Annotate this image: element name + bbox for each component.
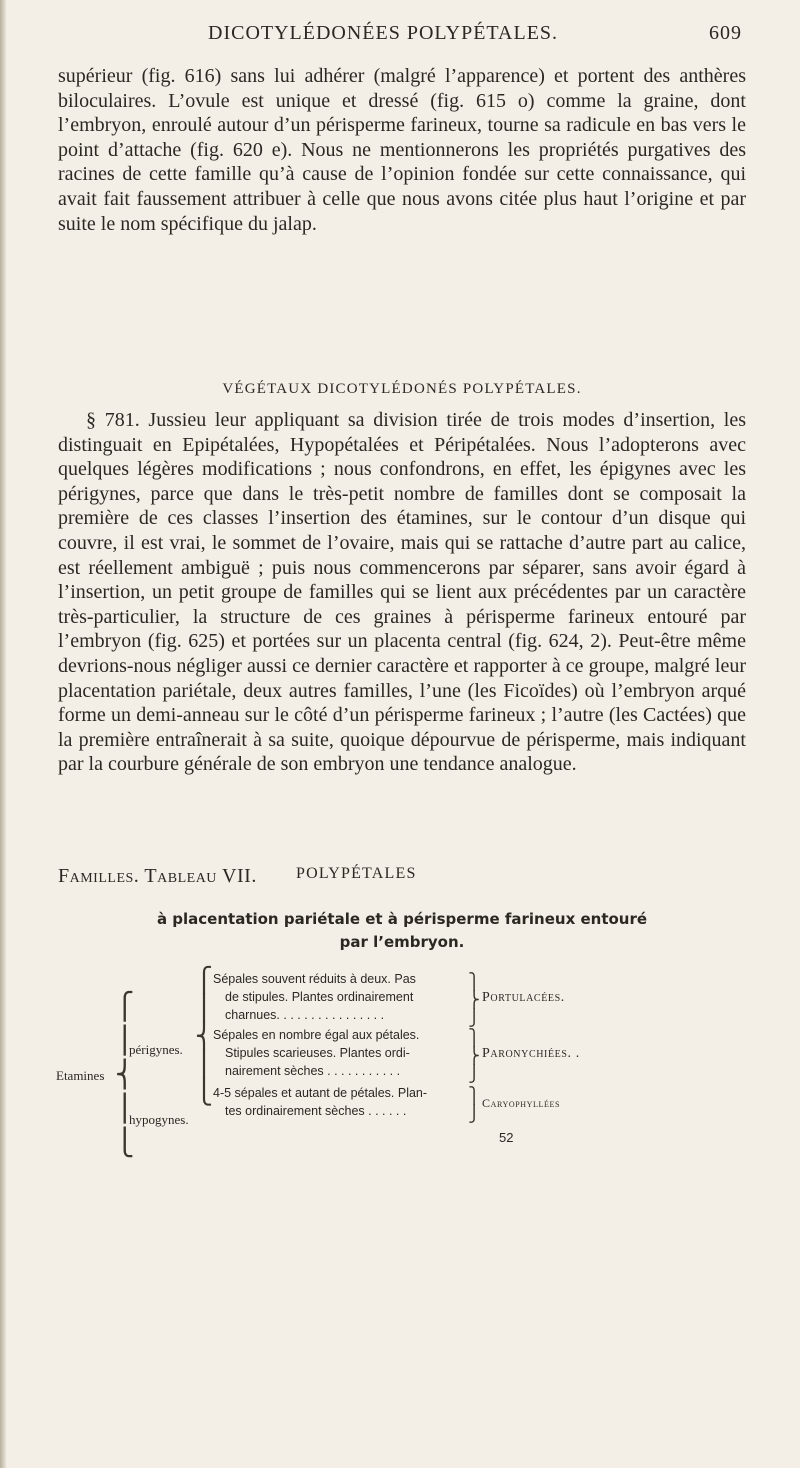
section-title: VÉGÉTAUX DICOTYLÉDONÉS POLYPÉTALES. [222,381,582,397]
row2-line3: nairement sèches . . . . . . . . . . . [225,1064,401,1078]
row1-line2: de stipules. Plantes ordinairement [225,990,414,1004]
running-header [58,14,746,48]
family-caryophyllees: Caryophyllées [482,1096,561,1110]
table-subtitle-line2: par l’embryon. [339,933,465,951]
running-title: DICOTYLÉDONÉES POLYPÉTALES. [208,22,559,44]
root-label: Etamines [56,1068,105,1083]
group-perigynes-label: périgynes. [129,1042,183,1057]
row2-right-brace: ⎫ ⎬ ⎭ [468,1028,480,1083]
row1-line3: charnues. . . . . . . . . . . . . . . . [225,1008,385,1022]
row1-right-brace: ⎫ ⎬ ⎭ [468,972,480,1027]
family-paronychiees: Paronychiées. . [482,1046,580,1061]
root-brace: ⎧ ⎪ ⎨ ⎪ ⎩ [115,992,135,1158]
page-number: 609 [709,22,742,44]
table-title-right: POLYPÉTALES [296,865,417,882]
perigynes-brace: ⎧ ⎪ ⎨ ⎪ ⎩ [195,966,213,1106]
row3-line1: 4-5 sépales et autant de pétales. Plan- [213,1086,428,1100]
table-title [58,865,746,888]
row3-line2: tes ordinairement sèches . . . . . . [225,1104,407,1118]
row1-line1: Sépales souvent réduits à deux. Pas [213,972,416,986]
synoptic-table [56,966,746,1170]
page-edge [0,0,6,1468]
group-hypogynes-label: hypogynes. [129,1112,189,1127]
family-portulacees: Portulacées. [482,990,565,1005]
footnote-number: 52 [499,1130,514,1145]
table-subtitle-line1: à placentation pariétale et à périsperme farineux entouré [156,910,648,928]
row3-right-brace: ⎫ ⎭ [468,1086,480,1123]
row2-line1: Sépales en nombre égal aux pétales. [213,1028,420,1042]
row2-line2: Stipules scarieuses. Plantes ordi- [225,1046,410,1060]
table-title-left: Familles. Tableau VII. [58,865,257,887]
paragraph-continuation: supérieur (fig. 616) sans lui adhérer (malgré l’apparence) et portent des anthères biloculaires. L’ovule est unique et dressé (fig. 615 o) comme la graine, dont l’embryon, enroulé autour d’un périsperme farineux, tourne sa radicule en bas vers le point d’attache (fig. 620 e). Nous ne mentionnerons les propriétés purgatives des racines de cette famille qu’à cause de l’opinion fondée sur cette connaissance, qui avait fait faussement attribuer à celle que nous avons citée plus haut l’origine et par suite le nom spécifique du jalap. [58,65,746,235]
paragraph-781: § 781. Jussieu leur appliquant sa division tirée de trois modes d’insertion, les distinguait en Epipétalées, Hypopétalées et Péripétalées. Nous l’adopterons avec quelques légères modifications ; nous confondrons, en effet, les épigynes avec les périgynes, parce que dans le très-petit nombre de familles dont se composait la première de ces classes l’insertion des étamines, sur le contour d’un disque qui couvre, il est vrai, le sommet de l’ovaire, mais qui se rattache d’autre part au calice, est réellement ambiguë ; puis nous commencerons par séparer, sans avoir égard à l’insertion, un petit groupe de familles qui se lient aux précédentes par un caractère très-particulier, la structure de ces graines à périsperme farineux entouré par l’embryon (fig. 625) et portées sur un placenta central (fig. 624, 2). Peut-être même devrions-nous négliger aussi ce dernier caractère et rapporter à ce groupe, malgré leur placentation pariétale, deux autres familles, l’une (les Ficoïdes) où l’embryon arqué forme un demi-anneau sur le côté d’un périsperme farineux ; l’autre (les Cactées) que la première entraînerait à sa suite, quoique dépourvue de périsperme, mais indiquant par la courbure générale de son embryon une tendance analogue. [58,409,746,776]
